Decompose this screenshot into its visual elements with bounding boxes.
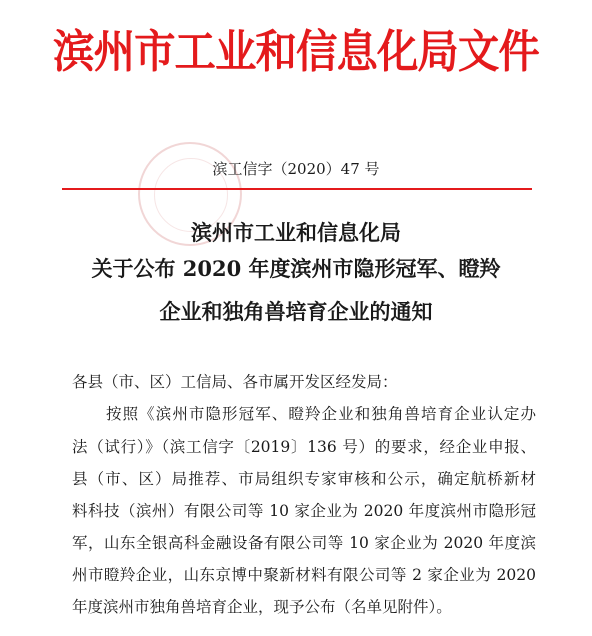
body-text-line-7: 年度滨州市独角兽培育企业，现予公布（名单见附件）。 bbox=[72, 598, 452, 616]
red-divider-line bbox=[62, 188, 532, 190]
document-title-line-1: 滨州市工业和信息化局 bbox=[191, 220, 401, 245]
document-header: 滨州市工业和信息化局文件 bbox=[53, 25, 539, 78]
body-text-line-1: 按照《滨州市隐形冠军、瞪羚企业和独角兽培育企业认定办 bbox=[106, 405, 536, 423]
document-title-line-2: 关于公布 2020 年度滨州市隐形冠军、瞪羚 bbox=[91, 256, 501, 281]
body-text-line-4: 料科技（滨州）有限公司等 10 家企业为 2020 年度滨州市隐形冠 bbox=[72, 502, 536, 520]
body-text-line-2: 法（试行）》（滨工信字〔2019〕136 号）的要求，经企业申报、 bbox=[72, 438, 536, 456]
body-text-line-6: 州市瞪羚企业，山东京博中聚新材料有限公司等 2 家企业为 2020 bbox=[72, 566, 536, 584]
document-title-line-3: 企业和独角兽培育企业的通知 bbox=[159, 299, 433, 324]
body-text-line-3: 县（市、区）局推荐、市局组织专家审核和公示，确定航桥新材 bbox=[72, 470, 536, 488]
body-text-line-5: 军，山东全银高科金融设备有限公司等 10 家企业为 2020 年度滨 bbox=[72, 534, 536, 552]
document-number: 滨工信字（2020）47 号 bbox=[212, 160, 380, 178]
recipient-line: 各县（市、区）工信局、各市属开发区经发局： bbox=[72, 373, 398, 391]
